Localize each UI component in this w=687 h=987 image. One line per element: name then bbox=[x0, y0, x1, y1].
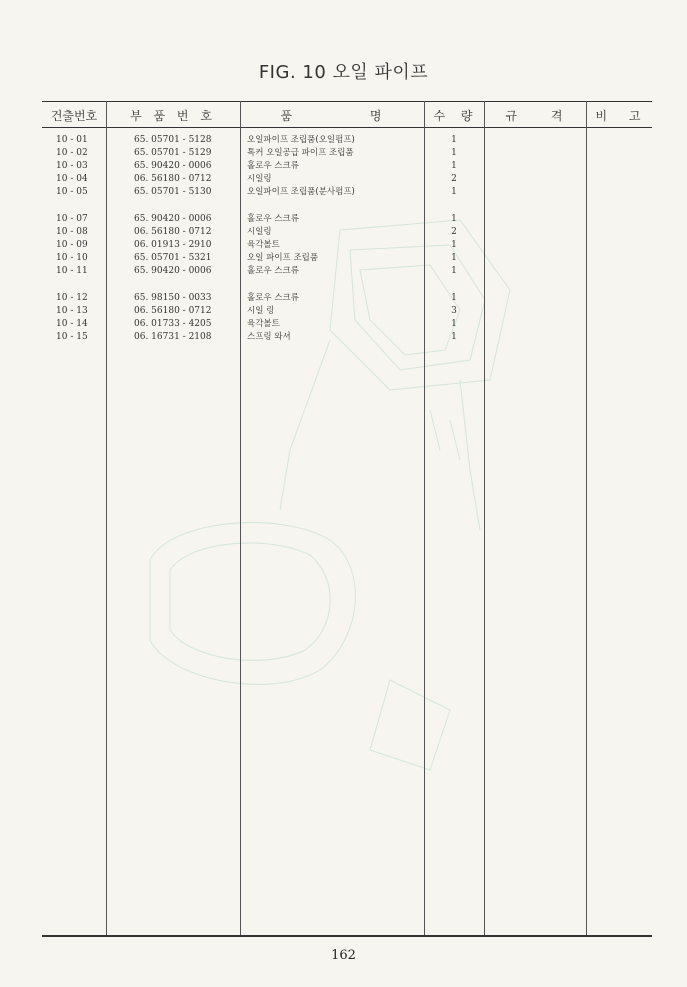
quantity: 1 bbox=[451, 253, 457, 263]
part-number: 65. 05701 - 5321 bbox=[134, 253, 212, 263]
header-part-number: 부 품 번 호 bbox=[130, 109, 216, 123]
item-number: 10 - 01 bbox=[56, 135, 88, 145]
quantity: 1 bbox=[451, 319, 457, 329]
part-number: 06. 16731 - 2108 bbox=[134, 332, 212, 342]
table-bottom-rule bbox=[42, 935, 652, 937]
part-name: 육각볼트 bbox=[247, 319, 280, 329]
quantity: 1 bbox=[451, 161, 457, 171]
quantity: 3 bbox=[451, 306, 457, 316]
part-number: 65. 90420 - 0006 bbox=[134, 161, 212, 171]
quantity: 2 bbox=[451, 227, 457, 237]
part-number: 06. 56180 - 0712 bbox=[134, 227, 212, 237]
part-name: 톡커 오일공급 파이프 조립품 bbox=[247, 148, 354, 158]
part-name: 시일링 bbox=[247, 227, 272, 237]
table-row bbox=[42, 173, 652, 185]
part-name: 오일파이프 조립품(분사펌프) bbox=[247, 187, 355, 197]
part-name: 홀로우 스크류 bbox=[247, 293, 299, 303]
part-number: 06. 01913 - 2910 bbox=[134, 240, 212, 250]
quantity: 2 bbox=[451, 174, 457, 184]
table-row bbox=[42, 318, 652, 330]
table-row bbox=[42, 305, 652, 317]
item-number: 10 - 04 bbox=[56, 174, 88, 184]
part-name: 홀로우 스크류 bbox=[247, 214, 299, 224]
part-name: 홀로우 스크류 bbox=[247, 161, 299, 171]
quantity: 1 bbox=[451, 148, 457, 158]
item-number: 10 - 15 bbox=[56, 332, 88, 342]
item-number: 10 - 08 bbox=[56, 227, 88, 237]
quantity: 1 bbox=[451, 266, 457, 276]
part-number: 65. 05701 - 5129 bbox=[134, 148, 212, 158]
quantity: 1 bbox=[451, 293, 457, 303]
table-row bbox=[42, 226, 652, 238]
quantity: 1 bbox=[451, 187, 457, 197]
part-name: 오일 파이프 조립품 bbox=[247, 253, 319, 263]
part-number: 65. 05701 - 5130 bbox=[134, 187, 212, 197]
page-number: 162 bbox=[331, 948, 356, 963]
item-number: 10 - 13 bbox=[56, 306, 88, 316]
item-number: 10 - 14 bbox=[56, 319, 88, 329]
part-number: 65. 98150 - 0033 bbox=[134, 293, 212, 303]
part-name: 스프링 와셔 bbox=[247, 332, 291, 342]
part-name: 시일 링 bbox=[247, 306, 275, 316]
part-name: 홀로우 스크류 bbox=[247, 266, 299, 276]
quantity: 1 bbox=[451, 240, 457, 250]
header-remarks: 비 고 bbox=[595, 109, 643, 123]
item-number: 10 - 10 bbox=[56, 253, 88, 263]
item-number: 10 - 12 bbox=[56, 293, 88, 303]
part-name: 육각볼트 bbox=[247, 240, 280, 250]
part-name: 오일파이프 조립품(오일펌프) bbox=[247, 135, 355, 145]
quantity: 1 bbox=[451, 332, 457, 342]
table-row bbox=[42, 134, 652, 146]
table-row bbox=[42, 331, 652, 343]
table-row bbox=[42, 213, 652, 225]
item-number: 10 - 07 bbox=[56, 214, 88, 224]
table-row bbox=[42, 160, 652, 172]
part-number: 65. 90420 - 0006 bbox=[134, 214, 212, 224]
header-quantity: 수 량 bbox=[433, 109, 475, 123]
table-row bbox=[42, 252, 652, 264]
part-name: 시일링 bbox=[247, 174, 272, 184]
header-spec: 규 격 bbox=[505, 109, 565, 123]
table-row bbox=[42, 186, 652, 198]
table-top-rule bbox=[42, 101, 652, 102]
part-number: 65. 90420 - 0006 bbox=[134, 266, 212, 276]
table-row bbox=[42, 147, 652, 159]
header-rule bbox=[42, 127, 652, 128]
item-number: 10 - 03 bbox=[56, 161, 88, 171]
quantity: 1 bbox=[451, 135, 457, 145]
part-number: 65. 05701 - 5128 bbox=[134, 135, 212, 145]
part-number: 06. 56180 - 0712 bbox=[134, 174, 212, 184]
table-row bbox=[42, 239, 652, 251]
part-number: 06. 01733 - 4205 bbox=[134, 319, 212, 329]
quantity: 1 bbox=[451, 214, 457, 224]
item-number: 10 - 11 bbox=[56, 266, 88, 276]
table-row bbox=[42, 292, 652, 304]
header-part-name: 품 명 bbox=[280, 109, 384, 123]
table-row bbox=[42, 265, 652, 277]
item-number: 10 - 09 bbox=[56, 240, 88, 250]
header-item-no: 건출번호 bbox=[50, 109, 98, 123]
part-number: 06. 56180 - 0712 bbox=[134, 306, 212, 316]
item-number: 10 - 05 bbox=[56, 187, 88, 197]
item-number: 10 - 02 bbox=[56, 148, 88, 158]
figure-title: FIG. 10 오일 파이프 bbox=[258, 62, 429, 83]
